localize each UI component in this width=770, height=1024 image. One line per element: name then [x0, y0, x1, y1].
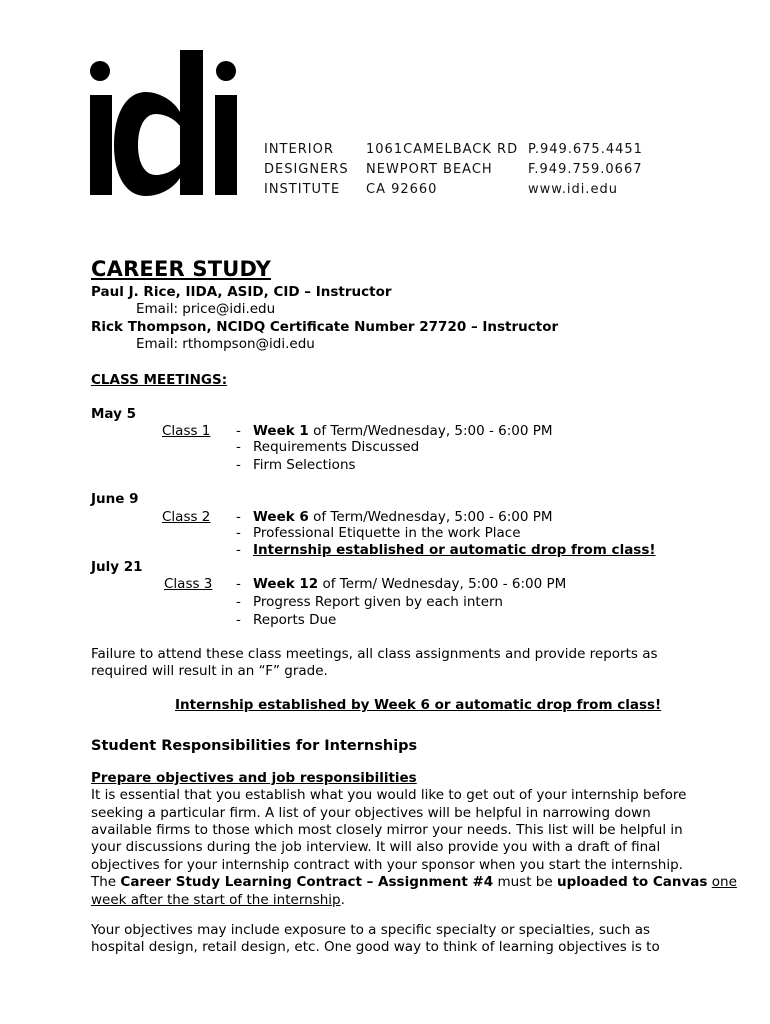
bullet: -: [236, 439, 241, 455]
bullet: -: [236, 423, 241, 439]
objectives-line-2: seeking a particular firm. A list of your objectives will be helpful in narrowing down: [91, 805, 651, 821]
bullet: -: [236, 542, 241, 558]
idi-logo: [90, 50, 250, 198]
instructor-1-name: Paul J. Rice, IIDA, ASID, CID – Instructor: [91, 284, 392, 300]
bullet: -: [236, 525, 241, 541]
letterhead-col-3: P.949.675.4451 F.949.759.0667 www.idi.edu: [528, 142, 643, 197]
objectives-line-5: objectives for your internship contract with your sponsor when you start the internship.: [91, 857, 683, 873]
meeting-2-date: June 9: [91, 491, 139, 507]
instructor-1-email: Email: price@idi.edu: [136, 301, 276, 317]
failure-note-line-1: Failure to attend these class meetings, all class assignments and provide reports as: [91, 646, 658, 662]
final-line-1: Your objectives may include exposure to a specific specialty or specialties, such as: [91, 922, 651, 938]
objectives-line-7: week after the start of the internship.: [91, 892, 345, 908]
meeting-1-class: Class 1: [162, 423, 211, 439]
page-title: CAREER STUDY: [91, 257, 272, 281]
instructor-2-email: Email: rthompson@idi.edu: [136, 336, 315, 352]
bullet: -: [236, 594, 241, 610]
bullet: -: [236, 509, 241, 525]
objectives-heading: Prepare objectives and job responsibilities: [91, 770, 417, 786]
failure-note-line-2: required will result in an “F” grade.: [91, 663, 328, 679]
meeting-3-week: Week 12 of Term/ Wednesday, 5:00 - 6:00 PM: [253, 576, 567, 592]
final-line-2: hospital design, retail design, etc. One good way to think of learning objectives is to: [91, 939, 660, 955]
bullet: -: [236, 612, 241, 628]
objectives-line-6: The Career Study Learning Contract – Assignment #4 must be uploaded to Canvas one: [91, 874, 737, 890]
meeting-1-week: Week 1 of Term/Wednesday, 5:00 - 6:00 PM: [253, 423, 553, 439]
instructor-2-name: Rick Thompson, NCIDQ Certificate Number 27720 – Instructor: [91, 319, 559, 335]
meeting-2-class: Class 2: [162, 509, 211, 525]
meeting-2-item-1: Professional Etiquette in the work Place: [253, 525, 521, 541]
class-meetings-heading: CLASS MEETINGS:: [91, 372, 228, 388]
centered-warning: Internship established by Week 6 or automatic drop from class!: [175, 697, 662, 713]
meeting-2-week: Week 6 of Term/Wednesday, 5:00 - 6:00 PM: [253, 509, 553, 525]
meeting-3-item-1: Progress Report given by each intern: [253, 594, 503, 610]
bullet: -: [236, 457, 241, 473]
letterhead-col-1: INTERIOR DESIGNERS INSTITUTE: [264, 142, 349, 197]
objectives-line-1: It is essential that you establish what you would like to get out of your internship before: [91, 787, 687, 803]
responsibilities-heading: Student Responsibilities for Internships: [91, 738, 418, 754]
meeting-2-emphasis: Internship established or automatic drop from class!: [253, 542, 656, 558]
meeting-1-item-2: Firm Selections: [253, 457, 356, 473]
meeting-3-date: July 21: [91, 559, 143, 575]
objectives-line-4: your discussions during the job interview. It will also provide you with a draft of final: [91, 839, 661, 855]
meeting-1-item-1: Requirements Discussed: [253, 439, 420, 455]
objectives-line-3: available firms to those which most closely mirror your needs. This list will be helpful in: [91, 822, 683, 838]
letterhead-col-2: 1061CAMELBACK RD NEWPORT BEACH CA 92660: [366, 142, 519, 197]
bullet: -: [236, 576, 241, 592]
meeting-1-date: May 5: [91, 406, 137, 422]
meeting-3-class: Class 3: [164, 576, 213, 592]
meeting-3-item-2: Reports Due: [253, 612, 337, 628]
